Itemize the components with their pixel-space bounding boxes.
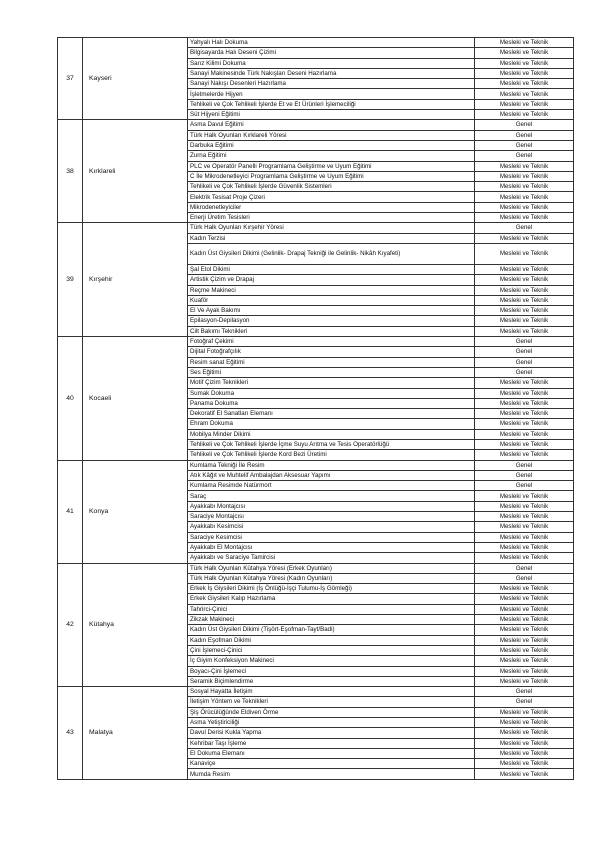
course-name: Davul Derisi Kukla Yapma: [188, 728, 475, 738]
province-number: 43: [58, 687, 83, 780]
course-name: C İle Mikrodenetleyici Programlama Geliştirme ve Uyum Eğitimi: [188, 171, 475, 181]
course-name: Ayakkabı Kesimcisi: [188, 522, 475, 532]
course-name: Süt Hijyeni Eğitimi: [188, 110, 475, 120]
course-type: Genel: [475, 120, 574, 130]
course-name: Erkek Giysileri Kalıp Hazırlama: [188, 594, 475, 604]
course-type: Genel: [475, 563, 574, 573]
course-type: Genel: [475, 470, 574, 480]
province-number: 38: [58, 120, 83, 223]
course-name: Dijital Fotoğrafçılık: [188, 347, 475, 357]
course-type: Genel: [475, 481, 574, 491]
course-name: Kadın Eşofman Dikimi: [188, 635, 475, 645]
province-name: Kocaeli: [83, 337, 188, 461]
course-name: Zikzak Makineci: [188, 615, 475, 625]
province-number: 39: [58, 223, 83, 337]
course-name: İşletmelerde Hijyen: [188, 89, 475, 99]
course-type: Genel: [475, 460, 574, 470]
course-name: Tehlikeli ve Çok Tehlikeli İşlerde Et ve Et Ürünleri İşlemeciliği: [188, 99, 475, 109]
course-name: Motif Çizim Teknikleri: [188, 378, 475, 388]
course-type: Mesleki ve Teknik: [475, 275, 574, 285]
course-name: Mikrodenetleyiciler: [188, 202, 475, 212]
course-type: Mesleki ve Teknik: [475, 285, 574, 295]
course-name: Darbuka Eğitimi: [188, 140, 475, 150]
course-type: Mesleki ve Teknik: [475, 676, 574, 686]
course-name: Cilt Bakımı Teknikleri: [188, 326, 475, 336]
course-type: Mesleki ve Teknik: [475, 213, 574, 223]
course-type: Mesleki ve Teknik: [475, 326, 574, 336]
course-type: Genel: [475, 337, 574, 347]
course-name: Saraciye Kesimcisi: [188, 532, 475, 542]
course-name: El Ve Ayak Bakımı: [188, 306, 475, 316]
province-number: 37: [58, 38, 83, 120]
course-type: Genel: [475, 223, 574, 233]
course-type: Mesleki ve Teknik: [475, 491, 574, 501]
course-name: Sanayi Makinesinde Türk Nakışları Deseni Hazırlama: [188, 68, 475, 78]
course-type: Mesleki ve Teknik: [475, 264, 574, 274]
course-name: Türk Halk Oyunları Kütahya Yöresi (Kadın Oyunları): [188, 573, 475, 583]
course-type: Mesleki ve Teknik: [475, 738, 574, 748]
course-type: Genel: [475, 697, 574, 707]
course-name: Elektrik Tesisat Proje Çizeri: [188, 192, 475, 202]
course-type: Genel: [475, 687, 574, 697]
table-row: [58, 460, 574, 470]
course-type: Mesleki ve Teknik: [475, 99, 574, 109]
course-type: Mesleki ve Teknik: [475, 718, 574, 728]
course-name: Artistik Çizim ve Drapaj: [188, 275, 475, 285]
course-name: Asma Davul Eğitimi: [188, 120, 475, 130]
course-name: Ayakkabı Montajcısı: [188, 501, 475, 511]
course-type: Mesleki ve Teknik: [475, 110, 574, 120]
course-name: Çini İşlemeci-Çinici: [188, 645, 475, 655]
course-name: Saraciye Montajcısı: [188, 512, 475, 522]
course-name: Asma Yetiştiriciliği: [188, 718, 475, 728]
province-name: Konya: [83, 460, 188, 563]
course-name: Atık Kâğıt ve Muhtelif Ambalajdan Aksesuar Yapımı: [188, 470, 475, 480]
course-type: Mesleki ve Teknik: [475, 728, 574, 738]
table-row: [58, 38, 574, 48]
course-type: Mesleki ve Teknik: [475, 522, 574, 532]
course-type: Mesleki ve Teknik: [475, 645, 574, 655]
course-type: Mesleki ve Teknik: [475, 635, 574, 645]
course-type: Mesleki ve Teknik: [475, 604, 574, 614]
course-name: Ayakkabı ve Saraciye Tamircisi: [188, 553, 475, 563]
province-number: 41: [58, 460, 83, 563]
course-name: Kumlama Tekniği İle Resim: [188, 460, 475, 470]
course-name: Bilgisayarda Halı Deseni Çizimi: [188, 48, 475, 58]
province-number: 40: [58, 337, 83, 461]
province-number: 42: [58, 563, 83, 687]
course-name: Kadın Üst Giysileri Dikimi (Gelinlik- Drapaj Tekniği ile Gelinlik- Nikâh Kıyafeti): [188, 243, 475, 264]
course-type: Mesleki ve Teknik: [475, 202, 574, 212]
course-name: PLC ve Operatör Panelli Programlama Geliştirme ve Uyum Eğitimi: [188, 161, 475, 171]
course-type: Mesleki ve Teknik: [475, 388, 574, 398]
course-type: Mesleki ve Teknik: [475, 79, 574, 89]
course-type: Mesleki ve Teknik: [475, 295, 574, 305]
course-type: Genel: [475, 573, 574, 583]
course-type: Mesleki ve Teknik: [475, 243, 574, 264]
course-name: Ehram Dokuma: [188, 419, 475, 429]
course-type: Mesleki ve Teknik: [475, 666, 574, 676]
course-type: Mesleki ve Teknik: [475, 161, 574, 171]
course-name: Tehlikeli ve Çok Tehlikeli İşlerde Güvenlik Sistemleri: [188, 182, 475, 192]
course-type: Mesleki ve Teknik: [475, 409, 574, 419]
province-name: Kırşehir: [83, 223, 188, 337]
course-name: Sumak Dokuma: [188, 388, 475, 398]
course-type: Mesleki ve Teknik: [475, 68, 574, 78]
course-type: Mesleki ve Teknik: [475, 748, 574, 758]
course-name: Şiş Örücülüğünde Eldiven Örme: [188, 707, 475, 717]
course-name: Ses Eğitimi: [188, 367, 475, 377]
province-name: Kırklareli: [83, 120, 188, 223]
course-name: Kumlama Resimde Natürmort: [188, 481, 475, 491]
course-table-body: [58, 38, 574, 780]
course-type: Genel: [475, 347, 574, 357]
course-type: Mesleki ve Teknik: [475, 398, 574, 408]
course-name: Mumda Resim: [188, 769, 475, 779]
course-type: Mesleki ve Teknik: [475, 192, 574, 202]
course-type: Genel: [475, 140, 574, 150]
course-type: Mesleki ve Teknik: [475, 542, 574, 552]
course-type: Mesleki ve Teknik: [475, 625, 574, 635]
course-name: İletişim Yöntem ve Teknikleri: [188, 697, 475, 707]
course-name: Tehlikeli ve Çok Tehlikeli İşlerde Kord Bezi Üretimi: [188, 450, 475, 460]
course-name: Tehlikeli ve Çok Tehlikeli İşlerde İçme Suyu Arıtma ve Tesis Operatörlüğü: [188, 439, 475, 449]
table-row: [58, 687, 574, 697]
table-row: [58, 337, 574, 347]
table-row: [58, 120, 574, 130]
province-name: Kayseri: [83, 38, 188, 120]
course-type: Mesleki ve Teknik: [475, 450, 574, 460]
course-type: Mesleki ve Teknik: [475, 512, 574, 522]
course-name: İç Giyim Konfeksiyon Makineci: [188, 656, 475, 666]
course-name: Saraç: [188, 491, 475, 501]
course-name: Kadın Üst Giysileri Dikimi (Tişört-Eşofman-Tayt/Badi): [188, 625, 475, 635]
province-name: Kütahya: [83, 563, 188, 687]
course-table: [57, 37, 574, 780]
course-name: Resim sanat Eğitimi: [188, 357, 475, 367]
course-type: Mesleki ve Teknik: [475, 182, 574, 192]
course-type: Mesleki ve Teknik: [475, 419, 574, 429]
course-type: Mesleki ve Teknik: [475, 532, 574, 542]
course-name: Panama Dokuma: [188, 398, 475, 408]
course-type: Mesleki ve Teknik: [475, 316, 574, 326]
course-type: Genel: [475, 151, 574, 161]
course-name: Türk Halk Oyunları Kütahya Yöresi (Erkek Oyunları): [188, 563, 475, 573]
course-name: Ayakkabı El Montajcısı: [188, 542, 475, 552]
course-type: Mesleki ve Teknik: [475, 656, 574, 666]
course-name: Kanaviçe: [188, 759, 475, 769]
course-type: Mesleki ve Teknik: [475, 553, 574, 563]
course-name: Sosyal Hayatta İletişim: [188, 687, 475, 697]
course-type: Genel: [475, 130, 574, 140]
course-type: Mesleki ve Teknik: [475, 584, 574, 594]
course-type: Mesleki ve Teknik: [475, 594, 574, 604]
course-type: Mesleki ve Teknik: [475, 89, 574, 99]
course-name: El Dokuma Elemanı: [188, 748, 475, 758]
course-name: Sanayi Nakışı Desenleri Hazırlama: [188, 79, 475, 89]
course-name: Kadın Terzisi: [188, 233, 475, 243]
course-name: Epilasyon-Depilasyon: [188, 316, 475, 326]
course-name: Türk Halk Oyunları Kırklareli Yöresi: [188, 130, 475, 140]
course-name: Kuaför: [188, 295, 475, 305]
course-name: Sarız Kilimi Dokuma: [188, 58, 475, 68]
course-name: Enerji Üretim Tesisleri: [188, 213, 475, 223]
course-name: Yahyalı Halı Dokuma: [188, 38, 475, 48]
course-type: Mesleki ve Teknik: [475, 769, 574, 779]
province-name: Malatya: [83, 687, 188, 780]
course-name: Tahrirci-Çinici: [188, 604, 475, 614]
course-type: Mesleki ve Teknik: [475, 58, 574, 68]
course-type: Mesleki ve Teknik: [475, 759, 574, 769]
course-type: Mesleki ve Teknik: [475, 429, 574, 439]
course-type: Mesleki ve Teknik: [475, 171, 574, 181]
course-name: Seramik Biçimlendirme: [188, 676, 475, 686]
course-name: Kehribar Taşı İşleme: [188, 738, 475, 748]
course-type: Mesleki ve Teknik: [475, 707, 574, 717]
course-name: Erkek İş Giysileri Dikimi (İş Önlüğü-İşçi Tulumu-İş Gömleği): [188, 584, 475, 594]
table-row: [58, 563, 574, 573]
course-type: Mesleki ve Teknik: [475, 38, 574, 48]
course-name: Boyacı-Çini İşlemeci: [188, 666, 475, 676]
course-type: Mesleki ve Teknik: [475, 48, 574, 58]
course-type: Mesleki ve Teknik: [475, 615, 574, 625]
course-type: Mesleki ve Teknik: [475, 501, 574, 511]
course-type: Mesleki ve Teknik: [475, 378, 574, 388]
course-type: Genel: [475, 367, 574, 377]
course-name: Şal Etol Dikimi: [188, 264, 475, 274]
course-name: Zurna Eğitimi: [188, 151, 475, 161]
course-name: Fotoğraf Çekimi: [188, 337, 475, 347]
course-name: Dekoratif El Sanatları Elemanı: [188, 409, 475, 419]
course-name: Reçme Makineci: [188, 285, 475, 295]
course-type: Mesleki ve Teknik: [475, 439, 574, 449]
course-type: Genel: [475, 357, 574, 367]
course-type: Mesleki ve Teknik: [475, 233, 574, 243]
course-name: Türk Halk Oyunları Kırşehir Yöresi: [188, 223, 475, 233]
course-name: Mobilya Minder Dikimi: [188, 429, 475, 439]
course-type: Mesleki ve Teknik: [475, 306, 574, 316]
table-row: [58, 223, 574, 233]
